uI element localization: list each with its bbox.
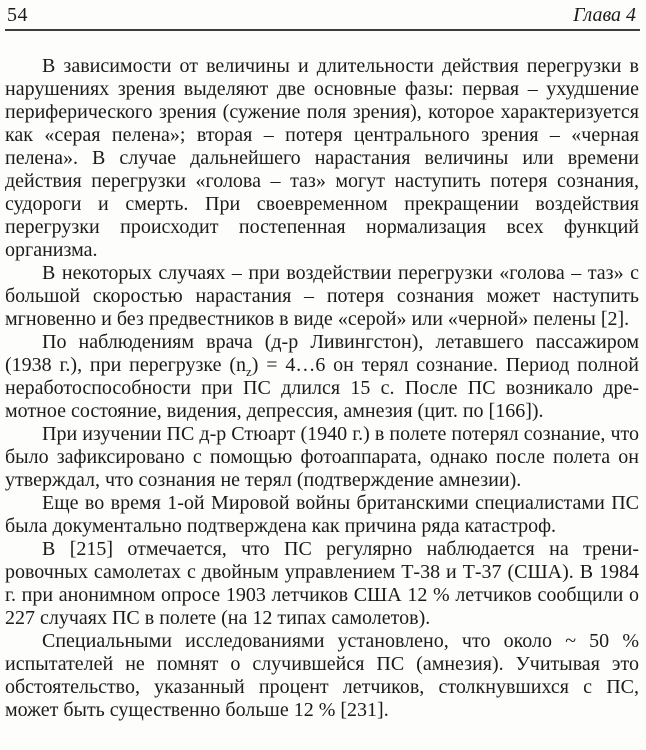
chapter-label: Глава 4 [573, 4, 636, 26]
paragraph-vision-phases: В зависимости от величины и длительности действия перегрузки в нарушениях зрения выделяют две основные фазы: первая – ухудшение периферического зрения (сужение поля зрения), которое характеризуется как «серая пелена»; вторая – потеря центрального зрения – «черная пелена». В случае дальнейшего нарастания величины или времени действия перегрузки «голова – таз» могут наступить потеря сознания, судороги и смерть. При своевременном прекращении воздействия перегрузки происходит постепенная нормализация всех функций организма. [5, 55, 639, 261]
page-body [0, 31, 646, 722]
paragraph-amnesia-research: Специальными исследованиями установлено, что около ~ 50 % испытателей не помнят о случившейся ПС (амнезия). Учитывая это обстоятельство, указанный процент летчиков, столкнувшихся с ПС, может быть существенно больше 12 % [231]. [5, 630, 639, 721]
paragraph-livingston-observation [5, 331, 639, 423]
page-header [0, 0, 646, 27]
page-number: 54 [7, 4, 28, 26]
paragraph-stuart-study: При изучении ПС д-р Стюарт (1940 г.) в полете потерял сознание, что было зафиксировано с помощью фотоаппарата, однако после полета он утверждал, что сознания не терял (подтверждение амнезии). [5, 423, 639, 491]
paragraph-livingston-text-after-subscript: ) = 4…6 он терял сознание. Период полной неработоспособности при ПС длился 15 с. После ПС возникало дремотное состояние, видения, депрессия, амнезия (цит. по [166]). [5, 354, 639, 422]
paragraph-livingston-text-before-subscript: По наблюдениям врача (д-р Ливингстон), летавшего пассажиром (1938 г.), при перегрузке (n [5, 331, 639, 376]
paragraph-sudden-loss: В некоторых случаях – при воздействии перегрузки «голова – таз» с большой скоростью нарастания – потеря сознания может наступить мгновенно и без предвестников в виде «серой» или «черной» пелены [2]. [5, 262, 639, 330]
nz-subscript: z [245, 364, 252, 379]
paragraph-ww1-confirmation: Еще во время 1-ой Мировой войны британскими специалистами ПС была документально подтверждена как причина ряда катастроф. [5, 492, 639, 537]
paragraph-trainer-aircraft-survey: В [215] отмечается, что ПС регулярно наблюдается на тренировочных самолетах с двойным управлением Т-38 и Т-37 (США). В 1984 г. при анонимном опросе 1903 летчиков США 12 % летчиков сообщили о 227 случаях ПС в полете (на 12 типах самолетов). [5, 538, 639, 629]
